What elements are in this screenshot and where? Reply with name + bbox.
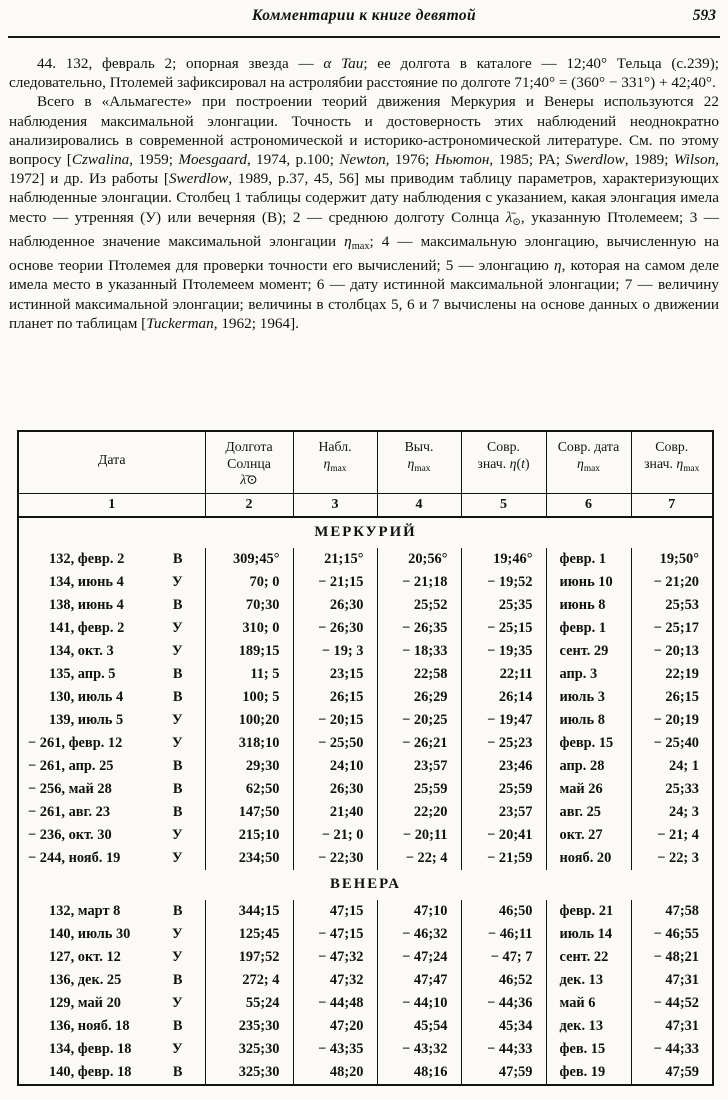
cell-col6: апр. 28: [546, 755, 631, 778]
cell-col7: 47;58: [631, 900, 713, 923]
cell-col3: 47;20: [293, 1015, 377, 1038]
cell-col6: апр. 3: [546, 663, 631, 686]
page-header: [0, 0, 728, 31]
column-number-5: 5: [461, 493, 546, 517]
cell-col5: − 19;47: [461, 709, 546, 732]
cell-col2: 310; 0: [205, 617, 293, 640]
observation-date: 132, март 8: [49, 902, 121, 919]
cell-col5: − 20;41: [461, 824, 546, 847]
observation-date: 136, дек. 25: [49, 971, 122, 988]
cell-col3: 26;30: [293, 594, 377, 617]
cell-col6: окт. 27: [546, 824, 631, 847]
cell-col5: − 47; 7: [461, 946, 546, 969]
table-row: [18, 663, 713, 686]
cell-col5: 19;46°: [461, 548, 546, 571]
cell-col2: 318;10: [205, 732, 293, 755]
elongation-type-letter: У: [171, 948, 183, 965]
column-header-sun-mean-longitude: Долгота Солнца λ̄⊙: [205, 431, 293, 493]
cell-col5: − 46;11: [461, 923, 546, 946]
cell-col7: − 46;55: [631, 923, 713, 946]
cell-col2: 29;30: [205, 755, 293, 778]
cell-col7: 24; 1: [631, 755, 713, 778]
table-row: [18, 1038, 713, 1061]
commentary-text: [9, 54, 719, 333]
cell-col6: июль 14: [546, 923, 631, 946]
cell-col2: 344;15: [205, 900, 293, 923]
elongation-type-letter: В: [172, 1063, 183, 1080]
observation-date: 138, июнь 4: [49, 596, 124, 613]
cell-col6: февр. 15: [546, 732, 631, 755]
table-row: [18, 594, 713, 617]
observation-date: 140, февр. 18: [49, 1063, 132, 1080]
cell-col3: 47;15: [293, 900, 377, 923]
cell-col7: − 20;19: [631, 709, 713, 732]
elongation-type-letter: В: [172, 971, 183, 988]
cell-col3: − 21;15: [293, 571, 377, 594]
section-title-mercury: МЕРКУРИЙ: [314, 524, 417, 540]
cell-col5: 47;59: [461, 1061, 546, 1085]
table-row: [18, 946, 713, 969]
cell-date: [18, 847, 205, 870]
cell-date: [18, 640, 205, 663]
cell-col2: 234;50: [205, 847, 293, 870]
elongation-type-letter: В: [172, 780, 183, 797]
cell-col4: − 20;11: [377, 824, 461, 847]
cell-col4: 26;29: [377, 686, 461, 709]
observation-date: 134, окт. 3: [49, 642, 114, 659]
cell-col6: фев. 15: [546, 1038, 631, 1061]
paragraph-elongations: Всего в «Альмагесте» при построении теорий движения Меркурия и Венеры используются 22 наблюдения максимальной элонгации. Точность и достоверность этих наблюдений неоднократно анализировались в современной астрономической и историко-астрономической литературе. См. по этому вопросу [Czwalina, 1959; Moesgaard, 1974, p.100; Newton, 1976; Ньютон, 1985; РА; Swerdlow, 1989; Wilson, 1972] и др. Из работы [Swerdlow, 1989, p.37, 45, 56] мы приводим таблицу параметров, характеризующих наблюденные элонгации. Столбец 1 таблицы содержит дату наблюдения с указанием, какая элонгация имела место — утренняя (У) или вечерняя (В); 2 — среднюю долготу Солнца $\lambdā_⊙$, указанную Птолемеем; 3 — наблюденное значение максимальной элонгации $\eta_{max}$; 4 — максимальную элонгацию, вычисленную на основе теории Птолемея для проверки точности его вычислений; 5 — элонгацию η, которая на самом деле имела место в указанный Птолемеем момент; 6 — дату истинной максимальной элонгации; 7 — величину истинной максимальной элонгации; величины в столбцах 5, 6 и 7 вычислены на основе данных о движении планет по таблицам [Tuckerman, 1962; 1964].: [9, 93, 719, 332]
cell-col7: 19;50°: [631, 548, 713, 571]
table-row: [18, 992, 713, 1015]
cell-col6: авг. 25: [546, 801, 631, 824]
observation-date: 127, окт. 12: [49, 948, 121, 965]
elongation-type-letter: В: [172, 665, 183, 682]
elongation-type-letter: В: [172, 757, 183, 774]
elongation-type-letter: В: [172, 803, 183, 820]
cell-date: [18, 900, 205, 923]
header-rule: [8, 36, 720, 38]
column-header-date: Дата: [18, 431, 205, 493]
cell-col6: дек. 13: [546, 1015, 631, 1038]
cell-col4: − 18;33: [377, 640, 461, 663]
cell-col4: − 21;18: [377, 571, 461, 594]
cell-col3: − 44;48: [293, 992, 377, 1015]
elongation-type-letter: У: [171, 711, 183, 728]
cell-col3: 21;40: [293, 801, 377, 824]
cell-col3: 48;20: [293, 1061, 377, 1085]
observation-date: 130, июль 4: [49, 688, 124, 705]
section-row-mercury: [18, 517, 713, 548]
cell-date: [18, 732, 205, 755]
cell-col5: 23;57: [461, 801, 546, 824]
column-number-row: [18, 493, 713, 517]
cell-col2: 272; 4: [205, 969, 293, 992]
cell-col2: 325;30: [205, 1061, 293, 1085]
elongation-type-letter: В: [172, 902, 183, 919]
observation-date: − 261, авг. 23: [28, 803, 111, 820]
cell-col4: 23;57: [377, 755, 461, 778]
cell-col4: 20;56°: [377, 548, 461, 571]
cell-col3: 26;15: [293, 686, 377, 709]
table-row: [18, 900, 713, 923]
cell-col4: 47;47: [377, 969, 461, 992]
cell-col4: − 20;25: [377, 709, 461, 732]
cell-col2: 235;30: [205, 1015, 293, 1038]
cell-col6: июль 8: [546, 709, 631, 732]
cell-date: [18, 1061, 205, 1085]
elongation-type-letter: У: [171, 849, 183, 866]
cell-col7: 47;31: [631, 1015, 713, 1038]
cell-col3: − 43;35: [293, 1038, 377, 1061]
cell-col4: 22;58: [377, 663, 461, 686]
table-row: [18, 571, 713, 594]
table-row: [18, 847, 713, 870]
cell-col4: − 22; 4: [377, 847, 461, 870]
elongation-type-letter: В: [172, 1017, 183, 1034]
cell-col2: 147;50: [205, 801, 293, 824]
cell-col7: 25;53: [631, 594, 713, 617]
cell-col3: 21;15°: [293, 548, 377, 571]
cell-col6: июль 3: [546, 686, 631, 709]
column-number-2: 2: [205, 493, 293, 517]
column-header-computed-eta-max: Выч. $\eta_{max}$: [377, 431, 461, 493]
cell-col3: − 22;30: [293, 847, 377, 870]
cell-col3: 47;32: [293, 969, 377, 992]
table-row: [18, 755, 713, 778]
cell-col7: − 44;52: [631, 992, 713, 1015]
column-number-1: 1: [18, 493, 205, 517]
cell-date: [18, 923, 205, 946]
observation-date: − 261, апр. 25: [28, 757, 114, 774]
cell-col3: − 25;50: [293, 732, 377, 755]
observation-date: 141, февр. 2: [49, 619, 125, 636]
column-header-modern-value-eta-t: Совр. знач. η(t): [461, 431, 546, 493]
observation-date: 134, февр. 18: [49, 1040, 132, 1057]
observation-date: 136, нояб. 18: [49, 1017, 130, 1034]
cell-date: [18, 1015, 205, 1038]
cell-col4: − 26;35: [377, 617, 461, 640]
table-row: [18, 824, 713, 847]
cell-col4: − 44;10: [377, 992, 461, 1015]
cell-col5: − 25;15: [461, 617, 546, 640]
cell-date: [18, 663, 205, 686]
table-row: [18, 801, 713, 824]
column-header-observed-eta-max: Набл. $\eta_{max}$: [293, 431, 377, 493]
observation-date: 140, июль 30: [49, 925, 131, 942]
cell-date: [18, 1038, 205, 1061]
cell-col2: 189;15: [205, 640, 293, 663]
cell-date: [18, 992, 205, 1015]
cell-col3: − 47;32: [293, 946, 377, 969]
cell-col7: − 25;40: [631, 732, 713, 755]
section-row-venus: [18, 870, 713, 900]
cell-col2: 125;45: [205, 923, 293, 946]
table-row: [18, 617, 713, 640]
cell-col6: февр. 1: [546, 617, 631, 640]
cell-col5: − 25;23: [461, 732, 546, 755]
cell-col5: 45;34: [461, 1015, 546, 1038]
cell-col7: 26;15: [631, 686, 713, 709]
cell-col4: 48;16: [377, 1061, 461, 1085]
observation-date: 132, февр. 2: [49, 550, 125, 567]
cell-col5: − 19;35: [461, 640, 546, 663]
elongation-type-letter: У: [171, 734, 183, 751]
cell-col6: май 6: [546, 992, 631, 1015]
elongation-type-letter: У: [171, 1040, 183, 1057]
cell-date: [18, 571, 205, 594]
table-row: [18, 1061, 713, 1085]
elongation-type-letter: В: [172, 596, 183, 613]
cell-col5: − 19;52: [461, 571, 546, 594]
cell-col7: − 21;20: [631, 571, 713, 594]
cell-col4: 47;10: [377, 900, 461, 923]
column-header-modern-date-eta-max: Совр. дата $\eta_{max}$: [546, 431, 631, 493]
cell-col2: 62;50: [205, 778, 293, 801]
cell-col4: − 47;24: [377, 946, 461, 969]
cell-col2: 309;45°: [205, 548, 293, 571]
cell-col6: февр. 21: [546, 900, 631, 923]
column-header-modern-value-eta-max: Совр. знач. $\eta_{max}$: [631, 431, 713, 493]
cell-col5: − 44;33: [461, 1038, 546, 1061]
cell-col3: − 19; 3: [293, 640, 377, 663]
observation-date: − 236, окт. 30: [28, 826, 112, 843]
observation-date: 139, июль 5: [49, 711, 124, 728]
cell-col4: 22;20: [377, 801, 461, 824]
cell-col7: − 22; 3: [631, 847, 713, 870]
elongation-table: [17, 430, 714, 1086]
paragraph-note-44: 44. 132, февраль 2; опорная звезда — α Tau; ее долгота в каталоге — 12;40° Тельца (с.239); следовательно, Птолемей зафиксировал на астролябии расстояние по долготе 71;40° = (360° − 331°) + 42;40°.: [9, 55, 720, 92]
column-number-3: 3: [293, 493, 377, 517]
cell-col5: 46;50: [461, 900, 546, 923]
cell-col6: июнь 8: [546, 594, 631, 617]
cell-col6: сент. 29: [546, 640, 631, 663]
cell-col5: 22;11: [461, 663, 546, 686]
table-row: [18, 923, 713, 946]
cell-date: [18, 617, 205, 640]
table-row: [18, 640, 713, 663]
cell-col7: 22;19: [631, 663, 713, 686]
cell-col2: 100; 5: [205, 686, 293, 709]
table-row: [18, 548, 713, 571]
cell-col7: − 25;17: [631, 617, 713, 640]
cell-col2: 55;24: [205, 992, 293, 1015]
cell-col3: − 21; 0: [293, 824, 377, 847]
cell-col7: 47;31: [631, 969, 713, 992]
observation-date: 135, апр. 5: [49, 665, 116, 682]
elongation-type-letter: В: [172, 688, 183, 705]
cell-col2: 197;52: [205, 946, 293, 969]
cell-date: [18, 778, 205, 801]
cell-date: [18, 709, 205, 732]
cell-col2: 70;30: [205, 594, 293, 617]
column-number-4: 4: [377, 493, 461, 517]
page-number: 593: [692, 7, 716, 24]
observation-date: 129, май 20: [49, 994, 121, 1011]
cell-col4: − 26;21: [377, 732, 461, 755]
observation-date: − 261, февр. 12: [28, 734, 123, 751]
section-title-venus: ВЕНЕРА: [330, 876, 401, 892]
cell-date: [18, 946, 205, 969]
elongation-type-letter: У: [171, 994, 183, 1011]
cell-col2: 215;10: [205, 824, 293, 847]
cell-col3: 26;30: [293, 778, 377, 801]
cell-date: [18, 686, 205, 709]
cell-date: [18, 824, 205, 847]
cell-col4: − 46;32: [377, 923, 461, 946]
cell-col5: 26;14: [461, 686, 546, 709]
column-number-6: 6: [546, 493, 631, 517]
elongation-type-letter: У: [171, 642, 183, 659]
cell-col6: февр. 1: [546, 548, 631, 571]
table-row: [18, 686, 713, 709]
cell-col7: 24; 3: [631, 801, 713, 824]
cell-date: [18, 801, 205, 824]
table-row: [18, 778, 713, 801]
observation-date: 134, июнь 4: [49, 573, 124, 590]
cell-col5: 46;52: [461, 969, 546, 992]
cell-col5: − 44;36: [461, 992, 546, 1015]
cell-col6: июнь 10: [546, 571, 631, 594]
table-header-row: [18, 431, 713, 493]
cell-col3: 23;15: [293, 663, 377, 686]
elongation-type-letter: В: [172, 550, 183, 567]
cell-col7: − 48;21: [631, 946, 713, 969]
cell-date: [18, 755, 205, 778]
cell-col3: − 26;30: [293, 617, 377, 640]
cell-date: [18, 969, 205, 992]
elongation-type-letter: У: [171, 573, 183, 590]
cell-col6: май 26: [546, 778, 631, 801]
cell-col7: − 21; 4: [631, 824, 713, 847]
cell-col7: 25;33: [631, 778, 713, 801]
cell-col7: − 44;33: [631, 1038, 713, 1061]
cell-col7: − 20;13: [631, 640, 713, 663]
observation-date: − 256, май 28: [28, 780, 112, 797]
table-row: [18, 709, 713, 732]
cell-col5: − 21;59: [461, 847, 546, 870]
cell-col3: − 20;15: [293, 709, 377, 732]
cell-col3: 24;10: [293, 755, 377, 778]
cell-date: [18, 548, 205, 571]
table-row: [18, 1015, 713, 1038]
cell-col2: 100;20: [205, 709, 293, 732]
cell-col5: 25;35: [461, 594, 546, 617]
cell-col6: нояб. 20: [546, 847, 631, 870]
elongation-type-letter: У: [171, 826, 183, 843]
elongation-type-letter: У: [171, 925, 183, 942]
cell-col4: 25;59: [377, 778, 461, 801]
running-head-title: Комментарии к книге девятой: [251, 7, 477, 24]
cell-col5: 23;46: [461, 755, 546, 778]
table-row: [18, 732, 713, 755]
cell-col2: 11; 5: [205, 663, 293, 686]
cell-col2: 70; 0: [205, 571, 293, 594]
cell-col6: фев. 19: [546, 1061, 631, 1085]
cell-col3: − 47;15: [293, 923, 377, 946]
cell-col7: 47;59: [631, 1061, 713, 1085]
cell-col4: 45;54: [377, 1015, 461, 1038]
cell-col5: 25;59: [461, 778, 546, 801]
cell-col6: сент. 22: [546, 946, 631, 969]
cell-col6: дек. 13: [546, 969, 631, 992]
observation-date: − 244, нояб. 19: [28, 849, 121, 866]
table-row: [18, 969, 713, 992]
cell-col2: 325;30: [205, 1038, 293, 1061]
column-number-7: 7: [631, 493, 713, 517]
table-body: [18, 517, 713, 1085]
cell-date: [18, 594, 205, 617]
cell-col4: − 43;32: [377, 1038, 461, 1061]
cell-col4: 25;52: [377, 594, 461, 617]
elongation-type-letter: У: [171, 619, 183, 636]
